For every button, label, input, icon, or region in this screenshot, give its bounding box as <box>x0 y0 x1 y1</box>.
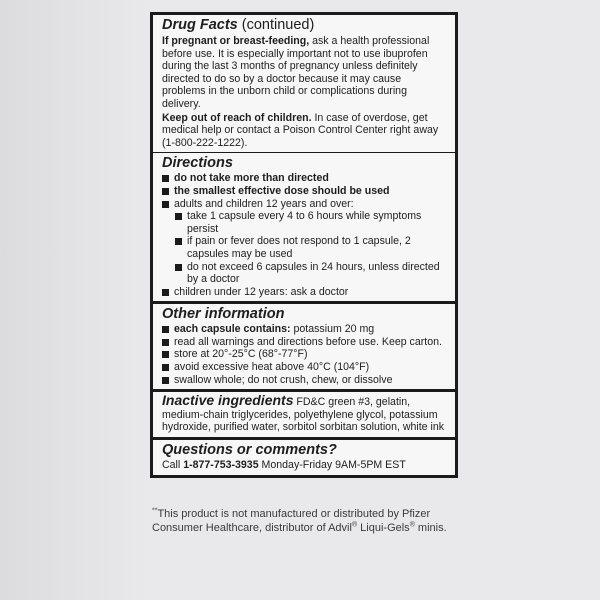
bullet-icon <box>162 326 169 333</box>
directions-section <box>153 153 455 304</box>
capsule-contents-label: each capsule contains: <box>174 323 291 336</box>
bullet-icon <box>162 351 169 358</box>
drug-facts-section <box>153 15 455 153</box>
bullet-icon <box>162 364 169 371</box>
info-item <box>162 336 446 349</box>
info-text: swallow whole; do not crush, chew, or dissolve <box>174 373 393 386</box>
direction-text: children under 12 years: ask a doctor <box>174 285 349 298</box>
registered-mark: ® <box>351 521 358 529</box>
footnote-mark: ** <box>152 507 158 515</box>
drug-facts-title: Drug Facts <box>162 17 238 33</box>
direction-item <box>162 172 446 185</box>
direction-text: take 1 capsule every 4 to 6 hours while symptoms persist <box>187 210 422 235</box>
direction-text: adults and children 12 years and over: <box>174 197 354 210</box>
direction-text: if pain or fever does not respond to 1 capsule, 2 capsules may be used <box>187 235 411 260</box>
bullet-icon <box>175 264 182 271</box>
info-item <box>162 374 446 387</box>
drug-facts-subtitle: (continued) <box>241 17 315 33</box>
pregnancy-warning-text: ask a health professional before use. It is especially important not to use ibuprofen during the last 3 months of pregnancy unless definitely directed to do so by a doctor because it may cause problems in the unborn child or complications during delivery. <box>162 35 430 110</box>
call-label: Call <box>162 459 184 472</box>
inactive-ingredients-section <box>153 392 455 440</box>
inactive-ingredients-heading: Inactive ingredients <box>162 392 294 409</box>
directions-heading: Directions <box>162 155 233 172</box>
direction-text: the smallest effective dose should be used <box>174 184 390 197</box>
bullet-icon <box>162 175 169 182</box>
other-information-heading: Other information <box>162 306 285 323</box>
bullet-icon <box>162 377 169 384</box>
contact-hours: Monday-Friday 9AM-5PM EST <box>258 459 406 472</box>
capsule-contents <box>174 323 374 336</box>
children-warning-bold: Keep out of reach of children. <box>162 111 312 124</box>
disclaimer-text: minis. <box>414 522 447 534</box>
inactive-ingredients-text: FD&C green #3, gelatin, medium-chain triglycerides, polyethylene glycol, potassium hydroxide, purified water, sorbitol sorbitan solution, white ink <box>162 396 445 434</box>
bullet-icon <box>162 201 169 208</box>
bullet-icon <box>175 238 182 245</box>
info-text: avoid excessive heat above 40°C (104°F) <box>174 361 370 374</box>
direction-subitem <box>162 235 446 260</box>
direction-subitem <box>162 261 446 286</box>
bullet-icon <box>175 213 182 220</box>
bullet-icon <box>162 188 169 195</box>
direction-subitem <box>162 210 446 235</box>
phone-number: 1-877-753-3935 <box>183 459 259 472</box>
questions-contact <box>162 459 446 472</box>
questions-heading: Questions or comments? <box>162 442 337 459</box>
disclaimer-footer <box>152 507 462 535</box>
info-item <box>162 361 446 374</box>
other-information-section <box>153 304 455 392</box>
inactive-ingredients <box>162 394 446 434</box>
pregnancy-warning <box>162 35 446 111</box>
children-warning-text: In case of overdose, get medical help or contact a Poison Control Center right away (1-800-222-1222). <box>162 111 439 149</box>
info-text: store at 20°-25°C (68°-77°F) <box>174 348 308 361</box>
info-item <box>162 348 446 361</box>
direction-item <box>162 286 446 299</box>
direction-text: do not exceed 6 capsules in 24 hours, unless directed by a doctor <box>187 260 440 286</box>
disclaimer-text: This product is not manufactured or distributed by Pfizer Consumer Healthcare, distributor of Advil <box>152 508 431 534</box>
children-warning <box>162 112 446 150</box>
capsule-contents-value: potassium 20 mg <box>290 323 375 336</box>
info-item <box>162 323 446 336</box>
drug-facts-panel <box>150 12 458 478</box>
direction-text: do not take more than directed <box>174 172 329 185</box>
registered-mark: ® <box>409 521 415 529</box>
direction-item <box>162 185 446 198</box>
bullet-icon <box>162 289 169 296</box>
info-text: read all warnings and directions before use. Keep carton. <box>174 335 442 348</box>
drug-facts-heading <box>162 17 446 34</box>
direction-item <box>162 198 446 211</box>
background-shade <box>0 0 150 600</box>
disclaimer-text: Liqui-Gels <box>357 522 410 534</box>
bullet-icon <box>162 339 169 346</box>
questions-section <box>153 440 455 475</box>
pregnancy-warning-bold: If pregnant or breast-feeding, <box>162 35 310 47</box>
